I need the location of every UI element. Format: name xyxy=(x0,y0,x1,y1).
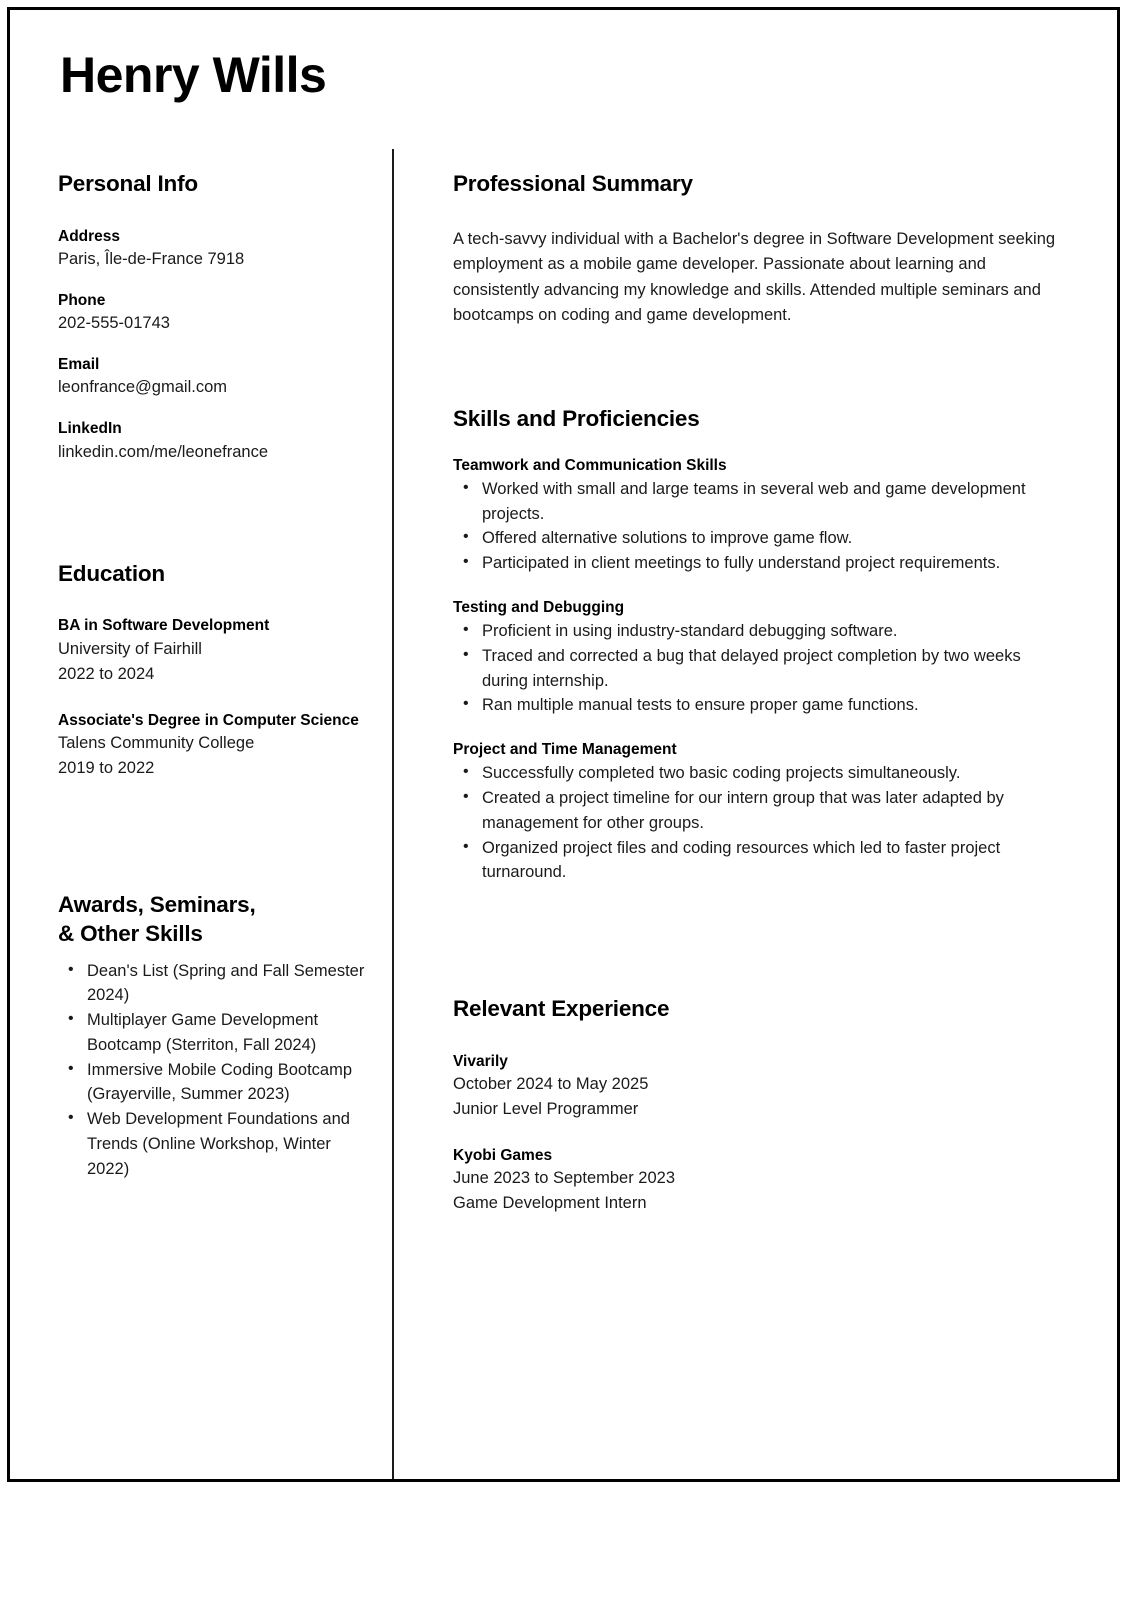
skill-group-list xyxy=(453,477,1058,576)
section-heading-skills: Skills and Proficiencies xyxy=(453,406,700,432)
personal-info-value-email: leonfrance@gmail.com xyxy=(58,378,227,397)
list-item: • Immersive Mobile Coding Bootcamp (Grayerville, Summer 2023) xyxy=(85,1058,368,1108)
education-degree: Associate's Degree in Computer Science xyxy=(58,711,359,729)
skill-group-list xyxy=(453,619,1058,718)
list-item: • Worked with small and large teams in several web and game development projects. xyxy=(480,477,1058,527)
personal-info-value-address: Paris, Île-de-France 7918 xyxy=(58,249,245,268)
professional-summary-text: A tech-savvy individual with a Bachelor's degree in Software Development seeking employment as a mobile game developer. Passionate about learning and consistently advancing my knowledge and skills. Attended multiple seminars and bootcamps on coding and game development. xyxy=(453,229,1056,325)
right-column xyxy=(453,170,1058,1240)
awards-list xyxy=(58,959,368,1182)
personal-info-label-email: Email xyxy=(58,356,100,374)
experience-role: Junior Level Programmer xyxy=(453,1100,639,1119)
personal-info-value-phone: 202-555-01743 xyxy=(58,314,170,333)
personal-info-entry-linkedin xyxy=(58,419,368,464)
education-degree: BA in Software Development xyxy=(58,617,270,635)
personal-info-label-phone: Phone xyxy=(58,292,106,310)
list-item: • Ran multiple manual tests to ensure proper game functions. xyxy=(480,693,1058,718)
skill-group-project-management xyxy=(453,740,1058,885)
education-entry xyxy=(58,711,368,781)
personal-info-label-address: Address xyxy=(58,227,121,245)
list-item: • Organized project files and coding resources which led to faster project turnaround. xyxy=(480,836,1058,886)
experience-role: Game Development Intern xyxy=(453,1194,647,1213)
education-school: Talens Community College xyxy=(58,733,255,752)
section-awards xyxy=(58,891,368,1181)
experience-dates: June 2023 to September 2023 xyxy=(453,1169,676,1188)
skill-group-title: Teamwork and Communication Skills xyxy=(453,456,727,474)
education-school: University of Fairhill xyxy=(58,639,202,658)
section-education xyxy=(58,560,368,781)
personal-info-entry-address xyxy=(58,227,368,272)
education-entry xyxy=(58,616,368,686)
personal-info-entry-phone xyxy=(58,291,368,336)
resume-page xyxy=(7,7,1120,1482)
skill-group-testing xyxy=(453,598,1058,718)
experience-company: Kyobi Games xyxy=(453,1147,553,1165)
section-heading-awards-line2: & Other Skills xyxy=(58,920,203,946)
section-heading-experience: Relevant Experience xyxy=(453,996,670,1022)
section-heading-personal-info: Personal Info xyxy=(58,171,198,196)
list-item: • Dean's List (Spring and Fall Semester 2024) xyxy=(85,959,368,1009)
list-item: • Successfully completed two basic coding projects simultaneously. xyxy=(480,761,1058,786)
education-dates: 2019 to 2022 xyxy=(58,758,155,777)
section-skills xyxy=(453,405,1058,885)
list-item: • Traced and corrected a bug that delayed project completion by two weeks during internship. xyxy=(480,644,1058,694)
column-divider xyxy=(392,149,394,1479)
skill-group-teamwork xyxy=(453,456,1058,576)
section-personal-info xyxy=(58,170,368,465)
section-heading-professional-summary: Professional Summary xyxy=(453,171,693,196)
skill-group-title: Testing and Debugging xyxy=(453,598,625,616)
skill-group-title: Project and Time Management xyxy=(453,741,677,759)
personal-info-label-linkedin: LinkedIn xyxy=(58,420,122,438)
section-heading-education: Education xyxy=(58,560,165,586)
list-item: • Web Development Foundations and Trends (Online Workshop, Winter 2022) xyxy=(85,1107,368,1181)
experience-dates: October 2024 to May 2025 xyxy=(453,1074,649,1093)
list-item: • Proficient in using industry-standard debugging software. xyxy=(480,619,1058,644)
personal-info-entry-email xyxy=(58,355,368,400)
personal-info-value-linkedin: linkedin.com/me/leonefrance xyxy=(58,442,269,461)
section-professional-summary xyxy=(453,170,1058,329)
section-heading-awards-line1: Awards, Seminars, xyxy=(58,892,256,918)
experience-entry xyxy=(453,1052,1058,1122)
skill-group-list xyxy=(453,761,1058,885)
section-experience xyxy=(453,995,1058,1216)
list-item: • Multiplayer Game Development Bootcamp (Sterriton, Fall 2024) xyxy=(85,1008,368,1058)
list-item: • Offered alternative solutions to improve game flow. xyxy=(480,526,1058,551)
left-column xyxy=(58,170,368,1181)
experience-entry xyxy=(453,1146,1058,1216)
education-dates: 2022 to 2024 xyxy=(58,664,155,683)
page-title: Henry Wills xyxy=(60,47,327,103)
experience-company: Vivarily xyxy=(453,1052,508,1070)
list-item: • Participated in client meetings to fully understand project requirements. xyxy=(480,551,1058,576)
list-item: • Created a project timeline for our intern group that was later adapted by management for other groups. xyxy=(480,786,1058,836)
